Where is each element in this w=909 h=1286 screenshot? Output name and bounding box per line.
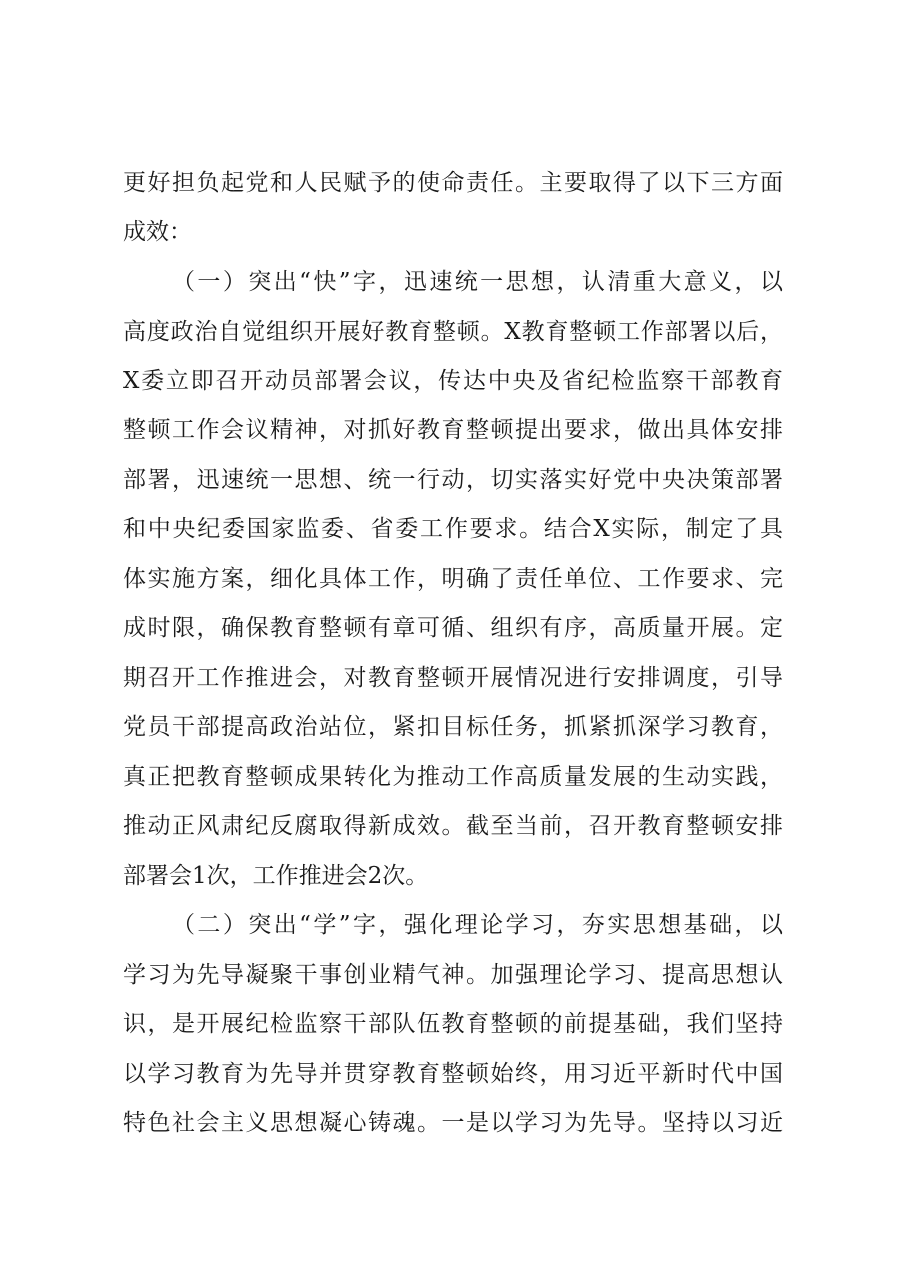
text-line: 体实施方案，细化具体工作，明确了责任单位、工作要求、完 (123, 566, 783, 592)
text-line: 识，是开展纪检监察干部队伍教育整顿的前提基础，我们坚持 (123, 1011, 783, 1037)
text-line: 成时限，确保教育整顿有章可循、组织有序，高质量开展。定 (123, 615, 783, 641)
text-line: 特色社会主义思想凝心铸魂。一是以学习为先导。坚持以习近 (123, 1110, 783, 1136)
text-line: （一）突出“快”字，迅速统一思想，认清重大意义，以 (172, 269, 783, 295)
text-line: 真正把教育整顿成果转化为推动工作高质量发展的生动实践， (123, 764, 783, 790)
text-line: 期召开工作推进会，对教育整顿开展情况进行安排调度，引导 (123, 665, 783, 691)
text-line: 高度政治自觉组织开展好教育整顿。X教育整顿工作部署以后， (123, 319, 783, 345)
text-line: 整顿工作会议精神，对抓好教育整顿提出要求，做出具体安排 (123, 417, 783, 443)
text-line: 党员干部提高政治站位，紧扣目标任务，抓紧抓深学习教育， (123, 714, 783, 740)
text-line: 学习为先导凝聚干事创业精气神。加强理论学习、提高思想认 (123, 962, 783, 988)
text-line: （二）突出“学”字，强化理论学习，夯实思想基础，以 (172, 912, 783, 938)
text-line: 以学习教育为先导并贯穿教育整顿始终，用习近平新时代中国 (123, 1061, 783, 1087)
text-line: 部署会1次，工作推进会2次。 (123, 863, 429, 889)
text-line: 推动正风肃纪反腐取得新成效。截至当前，召开教育整顿安排 (123, 813, 783, 839)
text-line: 更好担负起党和人民赋予的使命责任。主要取得了以下三方面 (123, 170, 783, 196)
text-line: 成效： (123, 219, 192, 245)
text-line: 部署，迅速统一思想、统一行动，切实落实好党中央决策部署 (123, 467, 783, 493)
text-line: X委立即召开动员部署会议，传达中央及省纪检监察干部教育 (123, 368, 783, 394)
text-line: 和中央纪委国家监委、省委工作要求。结合X实际，制定了具 (123, 516, 783, 542)
